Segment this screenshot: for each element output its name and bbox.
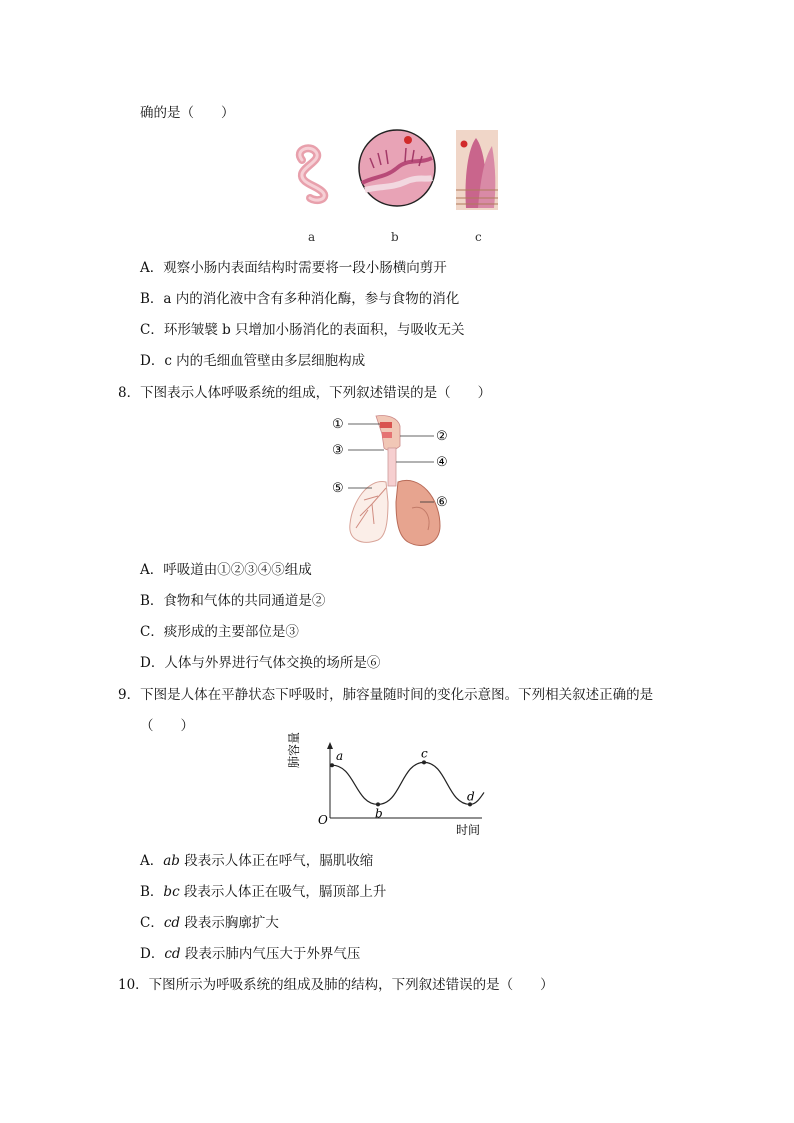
q9-option-a bbox=[140, 852, 373, 870]
question-7-stem-tail: 确的是（ ） bbox=[140, 105, 235, 121]
q9-option-d bbox=[140, 945, 360, 963]
label-1: ① bbox=[332, 417, 344, 432]
intestine-fold-magnified-illustration bbox=[359, 130, 435, 206]
question-9-stem-tail: （ ） bbox=[140, 718, 194, 734]
q9-option-b-var: bc bbox=[163, 884, 180, 900]
q9-option-b-prefix: B． bbox=[140, 884, 164, 900]
figure-caption-a: a bbox=[308, 230, 316, 244]
question-9-stem: 9．下图是人体在平静状态下呼吸时，肺容量随时间的变化示意图。下列相关叙述正确的是 bbox=[118, 687, 654, 703]
figure-caption-b: b bbox=[391, 230, 399, 244]
right-lung-illustration bbox=[396, 480, 440, 545]
label-3: ③ bbox=[332, 443, 344, 458]
small-intestine-figure bbox=[280, 128, 510, 218]
q7-option-b: B．a 内的消化液中含有多种消化酶，参与食物的消化 bbox=[140, 291, 460, 307]
head-airway-illustration bbox=[376, 415, 400, 450]
point-label-d: d bbox=[467, 789, 475, 804]
q9-option-d-prefix: D． bbox=[140, 946, 165, 962]
q7-option-a: A．观察小肠内表面结构时需要将一段小肠横向剪开 bbox=[140, 260, 447, 276]
point-label-c: c bbox=[421, 746, 428, 761]
lung-volume-curve bbox=[332, 762, 484, 804]
point-a bbox=[330, 763, 334, 767]
q7-option-d: D．c 内的毛细血管壁由多层细胞构成 bbox=[140, 353, 366, 369]
q8-option-d: D．人体与外界进行气体交换的场所是⑥ bbox=[140, 655, 381, 671]
question-10-stem: 10．下图所示为呼吸系统的组成及肺的结构，下列叙述错误的是（ ） bbox=[118, 977, 554, 993]
villus-illustration bbox=[456, 130, 498, 210]
figure-caption-c: c bbox=[475, 230, 482, 244]
q9-option-d-text: 段表示肺内气压大于外界气压 bbox=[180, 946, 361, 962]
q9-option-b bbox=[140, 883, 386, 901]
q9-option-a-prefix: A． bbox=[140, 853, 164, 869]
label-4: ④ bbox=[436, 455, 448, 470]
q8-option-c: C．痰形成的主要部位是③ bbox=[140, 624, 299, 640]
q9-option-c bbox=[140, 914, 279, 932]
y-axis-label: 肺容量 bbox=[287, 731, 301, 768]
left-lung-illustration bbox=[350, 482, 388, 543]
point-label-a: a bbox=[336, 749, 344, 764]
origin-label: O bbox=[318, 813, 328, 827]
q9-option-c-text: 段表示胸廓扩大 bbox=[180, 915, 279, 931]
q9-option-a-var: ab bbox=[163, 853, 180, 869]
lung-volume-chart bbox=[287, 731, 500, 840]
q7-option-c: C．环形皱襞 b 只增加小肠消化的表面积，与吸收无关 bbox=[140, 322, 465, 338]
point-c bbox=[422, 760, 426, 764]
q8-option-a: A．呼吸道由①②③④⑤组成 bbox=[140, 562, 312, 578]
point-label-b: b bbox=[375, 806, 383, 821]
q9-option-a-text: 段表示人体正在呼气，膈肌收缩 bbox=[179, 853, 374, 869]
label-2: ② bbox=[436, 429, 448, 444]
q9-option-c-var: cd bbox=[163, 915, 181, 931]
q9-option-d-var: cd bbox=[164, 946, 181, 962]
question-8-stem: 8．下图表示人体呼吸系统的组成，下列叙述错误的是（ ） bbox=[118, 385, 492, 401]
label-6: ⑥ bbox=[436, 495, 448, 510]
q8-option-b: B．食物和气体的共同通道是② bbox=[140, 593, 326, 609]
respiratory-system-figure bbox=[328, 412, 468, 550]
trachea-illustration bbox=[388, 448, 396, 486]
intestine-segment-illustration bbox=[300, 148, 324, 200]
x-axis-label: 时间 bbox=[456, 823, 481, 837]
q9-option-c-prefix: C． bbox=[140, 915, 164, 931]
q9-option-b-text: 段表示人体正在吸气，膈顶部上升 bbox=[179, 884, 387, 900]
label-5: ⑤ bbox=[332, 481, 344, 496]
y-axis-arrow bbox=[327, 742, 333, 749]
